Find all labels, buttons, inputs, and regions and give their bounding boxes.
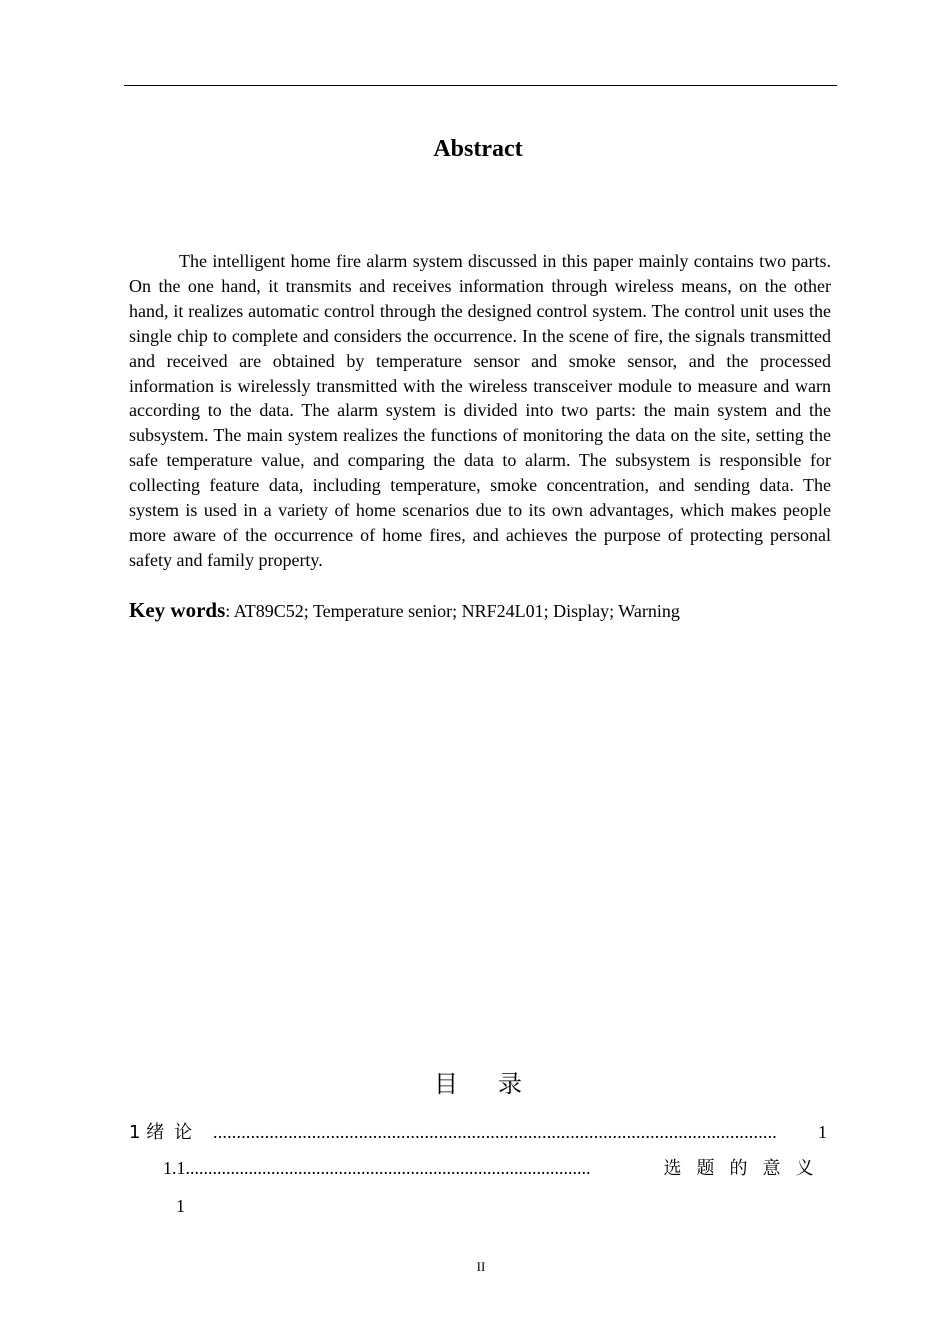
toc-entry-page: 1	[818, 1122, 827, 1142]
toc-entry-title: 选题的意义	[663, 1158, 829, 1179]
toc-entry-leader: ..........................................................................................	[185, 1158, 591, 1178]
toc-entry-number: 1.1	[163, 1158, 186, 1178]
toc-entry[interactable]	[163, 1156, 829, 1181]
toc-entry[interactable]	[129, 1120, 827, 1145]
toc-entry-page: 1	[176, 1196, 185, 1216]
toc-entry-title: 绪论	[146, 1122, 203, 1143]
abstract-body: The intelligent home fire alarm system discussed in this paper mainly contains two parts. On the one hand, it transmits and receives information through wireless means, on the other hand, it realizes automatic control through the designed control system. The control unit uses the single chip to complete and considers the occurrence. In the scene of fire, the signals transmitted and received are obtained by temperature sensor and smoke sensor, and the processed information is wirelessly transmitted with the wireless transceiver module to measure and warn according to the data. The alarm system is divided into two parts: the main system and the subsystem. The main system realizes the functions of monitoring the data on the site, setting the safe temperature value, and comparing the data to alarm. The subsystem is responsible for collecting feature data, including temperature, smoke concentration, and sending data. The system is used in a variety of home scenarios due to its own advantages, which makes people more aware of the occurrence of home fires, and achieves the purpose of protecting personal safety and family property.	[129, 251, 831, 570]
keywords-line	[129, 597, 831, 624]
keywords-value: : AT89C52; Temperature senior; NRF24L01; Display; Warning	[225, 601, 680, 621]
abstract-title: Abstract	[433, 136, 523, 162]
header-rule	[124, 85, 837, 86]
toc-entry-leader: ........................................................................................................................	[213, 1122, 777, 1142]
toc-entry-number: 1	[129, 1122, 141, 1143]
page-number: II	[476, 1259, 486, 1274]
toc-title: 目录	[434, 1070, 562, 1098]
keywords-label: Key words	[129, 598, 226, 622]
